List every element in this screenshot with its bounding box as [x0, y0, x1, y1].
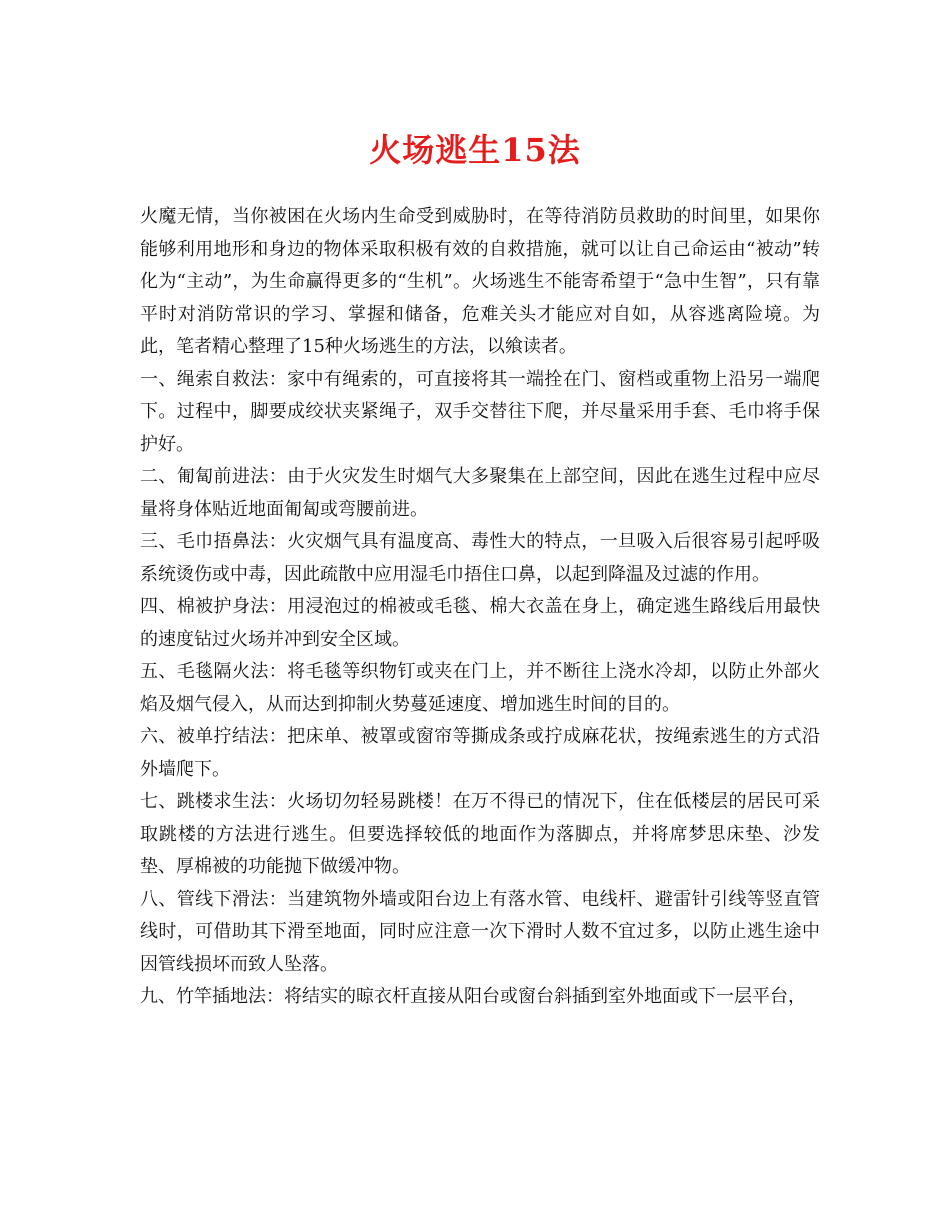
- document-body: [140, 201, 820, 1014]
- method-5-paragraph: 五、毛毯隔火法：将毛毯等织物钉或夹在门上，并不断往上浇水冷却，以防止外部火焰及烟气侵入，从而达到抑制火势蔓延速度、增加逃生时间的目的。: [140, 661, 820, 715]
- method-7-paragraph: 七、跳楼求生法：火场切勿轻易跳楼！在万不得已的情况下，住在低楼层的居民可采取跳楼的方法进行逃生。但要选择较低的地面作为落脚点，并将席梦思床垫、沙发垫、厚棉被的功能抛下做缓冲物。: [140, 791, 820, 877]
- intro-paragraph: 火魔无情，当你被困在火场内生命受到威胁时，在等待消防员救助的时间里，如果你能够利用地形和身边的物体采取积极有效的自救措施，就可以让自己命运由“被动”转化为“主动”，为生命赢得更多的“生机”。火场逃生不能寄希望于“急中生智”，只有靠平时对消防常识的学习、掌握和储备，危难关头才能应对自如，从容逃离险境。为此，笔者精心整理了15种火场逃生的方法，以飨读者。: [140, 206, 820, 357]
- method-8-paragraph: 八、管线下滑法：当建筑物外墙或阳台边上有落水管、电线杆、避雷针引线等竖直管线时，可借助其下滑至地面，同时应注意一次下滑时人数不宜过多，以防止逃生途中因管线损坏而致人坠落。: [140, 888, 820, 975]
- page-title: 火场逃生15法: [369, 131, 581, 169]
- method-4-paragraph: 四、棉被护身法：用浸泡过的棉被或毛毯、棉大衣盖在身上，确定逃生路线后用最快的速度钻过火场并冲到安全区域。: [140, 596, 820, 650]
- method-2-paragraph: 二、匍匐前进法：由于火灾发生时烟气大多聚集在上部空间，因此在逃生过程中应尽量将身体贴近地面匍匐或弯腰前进。: [140, 466, 820, 520]
- method-9-paragraph: 九、竹竿插地法：将结实的晾衣杆直接从阳台或窗台斜插到室外地面或下一层平台，: [140, 986, 806, 1007]
- method-3-paragraph: 三、毛巾捂鼻法：火灾烟气具有温度高、毒性大的特点，一旦吸入后很容易引起呼吸系统烫伤或中毒，因此疏散中应用湿毛巾捂住口鼻，以起到降温及过滤的作用。: [140, 531, 820, 585]
- method-6-paragraph: 六、被单拧结法：把床单、被罩或窗帘等撕成条或拧成麻花状，按绳索逃生的方式沿外墙爬下。: [140, 726, 820, 780]
- method-1-paragraph: 一、绳索自救法：家中有绳索的，可直接将其一端拴在门、窗档或重物上沿另一端爬下。过程中，脚要成绞状夹紧绳子，双手交替往下爬，并尽量采用手套、毛巾将手保护好。: [140, 368, 820, 455]
